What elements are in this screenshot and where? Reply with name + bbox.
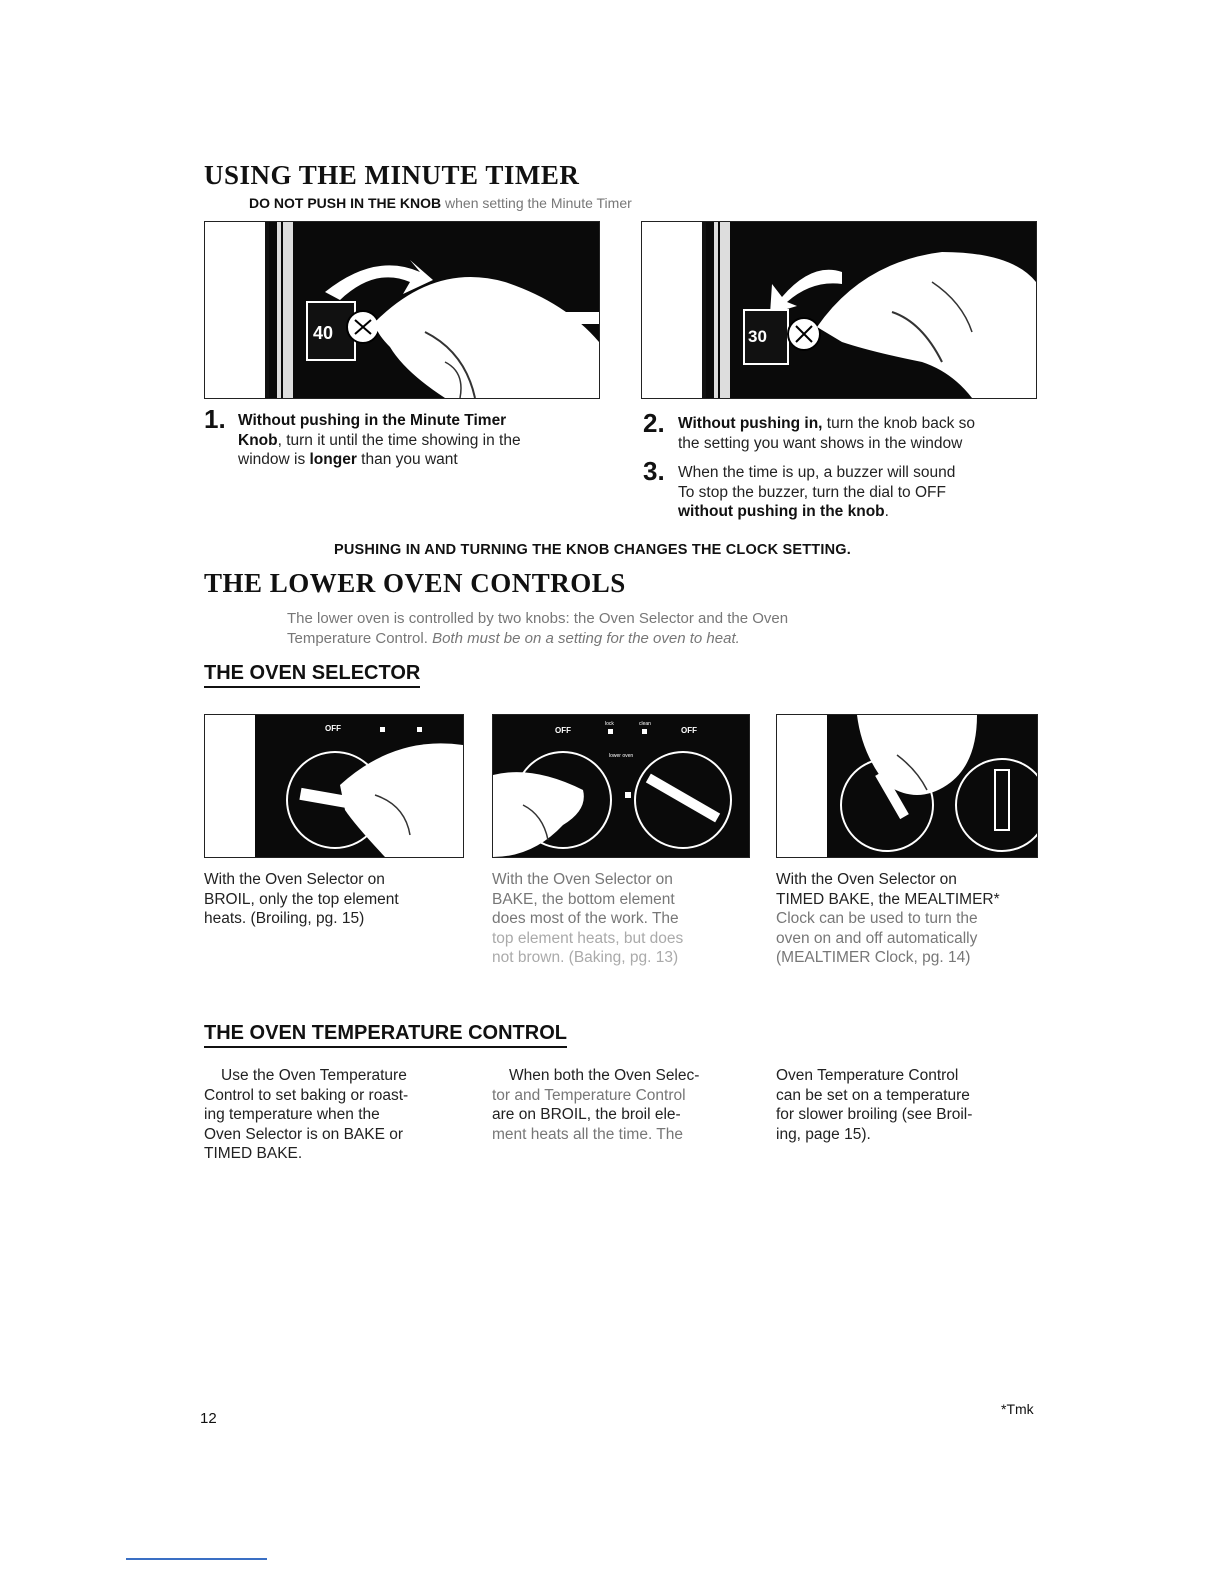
minute-timer-illustration-2	[642, 222, 1036, 398]
caption-timed-bake-line: oven on and off automatically	[776, 929, 978, 947]
step-3-line-2: To stop the buzzer, turn the dial to OFF	[678, 483, 946, 501]
temp-col1-line: Use the Oven Temperature	[221, 1067, 407, 1084]
caption-broil-line: heats. (Broiling, pg. 15)	[204, 910, 365, 927]
panel-lower-oven-label: lower oven	[609, 753, 634, 759]
step-3-text	[678, 463, 1048, 522]
temp-col1-line: ing temperature when the	[204, 1106, 380, 1123]
step-1-knob: Knob	[238, 431, 278, 449]
temp-control-col-2	[492, 1066, 762, 1144]
minute-timer-figure-2	[641, 221, 1037, 399]
lower-oven-intro	[287, 609, 987, 648]
caption-bake-line: With the Oven Selector on	[492, 871, 673, 888]
temp-col1-line: Control to set baking or roast-	[204, 1086, 409, 1104]
temp-col2-line: are on BROIL, the broil ele-	[492, 1106, 681, 1123]
oven-selector-illustration-broil	[205, 715, 463, 857]
step-1-text	[238, 411, 598, 470]
minute-timer-figure-1	[204, 221, 600, 399]
dial-number-1: 40	[313, 323, 334, 343]
step-1-rest-1: , turn it until the time showing in the	[277, 431, 521, 449]
panel-lock-label: lock	[605, 721, 614, 727]
temp-col3-line: Oven Temperature Control	[776, 1067, 959, 1084]
panel-off-label-2: OFF	[555, 726, 571, 735]
step-1-number: 1.	[204, 404, 226, 434]
footnote-rule	[126, 1558, 267, 1560]
caption-timed-bake-line: TIMED BAKE, the MEALTIMER*	[776, 890, 1000, 908]
panel-clean-label: clean	[639, 721, 651, 727]
step-3-end: .	[884, 503, 889, 520]
caption-timed-bake-line: (MEALTIMER Clock, pg. 14)	[776, 949, 971, 966]
temp-col3-line: can be set on a temperature	[776, 1086, 970, 1104]
minute-timer-subtitle	[249, 195, 632, 211]
panel-off-label-3: OFF	[681, 726, 697, 735]
temp-col2-line: ment heats all the time. The	[492, 1125, 683, 1143]
caption-bake-line: BAKE, the bottom element	[492, 890, 675, 908]
temp-control-col-1	[204, 1066, 474, 1164]
minute-timer-illustration-1	[205, 222, 599, 398]
subtitle-bold: DO NOT PUSH IN THE KNOB	[249, 195, 442, 211]
trademark-note: *Tmk	[1001, 1401, 1034, 1417]
caption-broil-line: BROIL, only the top element	[204, 890, 399, 908]
caption-bake-line: not brown. (Baking, pg. 13)	[492, 949, 679, 966]
intro-line-2: Temperature Control.	[287, 629, 433, 647]
step-2-number: 2.	[643, 408, 665, 438]
step-3-bold: without pushing in the knob	[678, 503, 885, 520]
page-number: 12	[200, 1410, 217, 1427]
step-1-longer: longer	[309, 451, 357, 468]
oven-selector-figure-timed-bake	[776, 714, 1038, 858]
caption-broil-line: With the Oven Selector on	[204, 871, 385, 888]
step-3-number: 3.	[643, 456, 665, 486]
clock-setting-warning: PUSHING IN AND TURNING THE KNOB CHANGES THE CLOCK SETTING.	[334, 542, 851, 558]
step-2-bold: Without pushing in,	[678, 415, 823, 432]
step-2-rest-1: turn the knob back so	[822, 415, 976, 432]
step-1-bold: Without pushing in the Minute Timer	[238, 412, 507, 429]
panel-off-label: OFF	[325, 724, 341, 733]
selector-caption-broil	[204, 870, 464, 929]
selector-caption-bake	[492, 870, 752, 968]
step-2-rest-2: the setting you want shows in the window	[678, 434, 963, 452]
caption-timed-bake-line: With the Oven Selector on	[776, 871, 957, 888]
oven-selector-figure-broil	[204, 714, 464, 858]
lower-oven-title: THE LOWER OVEN CONTROLS	[204, 568, 626, 598]
temp-col2-line: tor and Temperature Control	[492, 1086, 686, 1104]
temp-control-col-3	[776, 1066, 1046, 1144]
dial-number-2: 30	[748, 327, 767, 346]
intro-italic: Both must be on a setting for the oven to heat.	[432, 629, 740, 647]
step-1-rest-2: window is	[238, 451, 310, 468]
temp-col2-line: When both the Oven Selec-	[509, 1067, 700, 1084]
caption-timed-bake-line: Clock can be used to turn the	[776, 910, 978, 927]
step-3-line-1: When the time is up, a buzzer will sound	[678, 464, 956, 481]
step-2-text	[678, 414, 1048, 453]
temp-col3-line: for slower broiling (see Broil-	[776, 1106, 973, 1123]
step-1-rest-3: than you want	[356, 451, 458, 468]
temp-col1-line: TIMED BAKE.	[204, 1145, 303, 1162]
oven-selector-illustration-bake	[493, 715, 749, 857]
temp-col1-line: Oven Selector is on BAKE or	[204, 1125, 404, 1143]
oven-temperature-control-title: THE OVEN TEMPERATURE CONTROL	[204, 1022, 567, 1048]
subtitle-rest: when setting the Minute Timer	[441, 195, 632, 211]
caption-bake-line: top element heats, but does	[492, 929, 684, 947]
intro-line-1: The lower oven is controlled by two knobs: the Oven Selector and the Oven	[287, 610, 789, 627]
selector-caption-timed-bake	[776, 870, 1046, 968]
temp-col3-line: ing, page 15).	[776, 1125, 871, 1143]
oven-selector-figure-bake	[492, 714, 750, 858]
caption-bake-line: does most of the work. The	[492, 910, 679, 927]
oven-selector-illustration-timed-bake	[777, 715, 1037, 857]
oven-selector-title: THE OVEN SELECTOR	[204, 662, 420, 688]
minute-timer-title: USING THE MINUTE TIMER	[204, 160, 580, 190]
